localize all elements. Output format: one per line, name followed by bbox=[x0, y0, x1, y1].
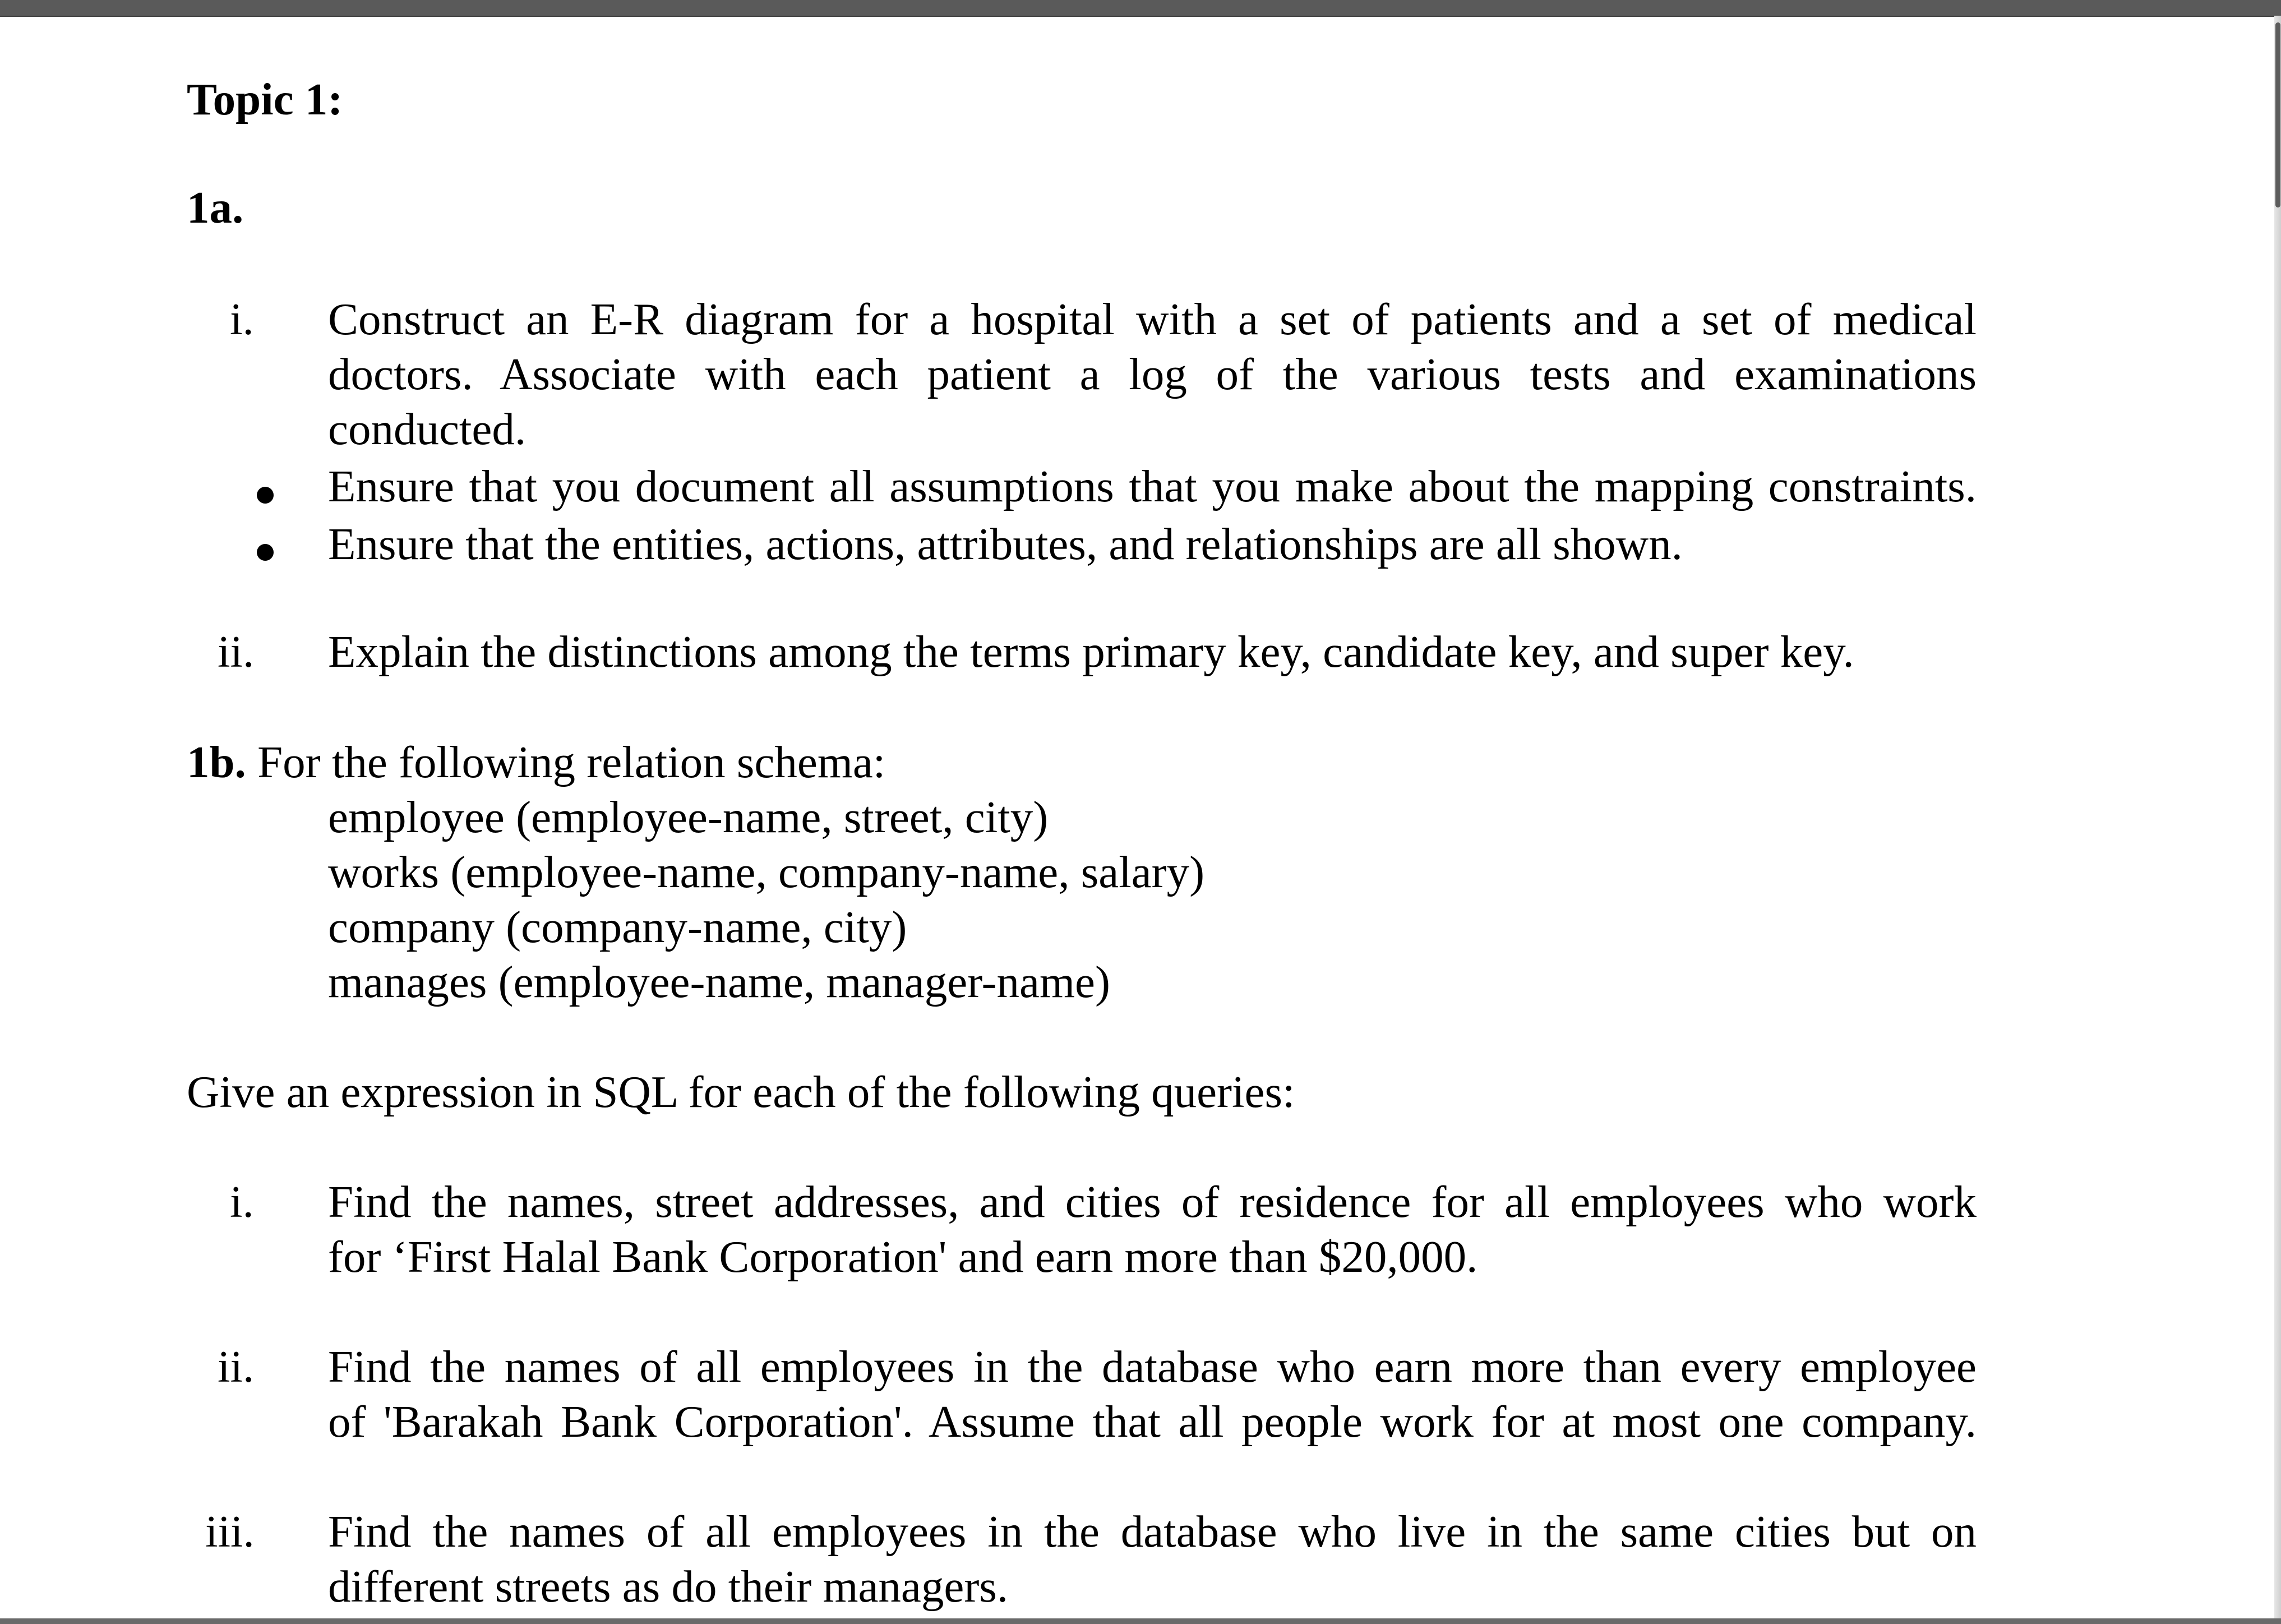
query-ii-line-1: Find the names of all employees in the database who earn more than every employee bbox=[328, 1341, 1977, 1392]
item-1a-ii-marker: ii. bbox=[218, 626, 255, 677]
query-ii-line-2: of 'Barakah Bank Corporation'. Assume that all people work for at most one company. bbox=[328, 1396, 1977, 1447]
section-1b-heading bbox=[187, 735, 885, 790]
topic-heading: Topic 1: bbox=[187, 74, 343, 124]
window-bottom-bar bbox=[0, 1618, 2281, 1624]
scrollbar-thumb[interactable] bbox=[2275, 22, 2280, 207]
item-1a-i-marker: i. bbox=[230, 294, 254, 344]
item-1a-i-line-2: doctors. Associate with each patient a log of the various tests and examinations bbox=[328, 349, 1977, 399]
item-1a-ii-line-1: Explain the distinctions among the terms primary key, candidate key, and super key. bbox=[328, 626, 1854, 677]
bullet-2: Ensure that the entities, actions, attributes, and relationships are all shown. bbox=[328, 519, 1683, 569]
section-1a-label: 1a. bbox=[187, 182, 244, 233]
bullet-dot-icon bbox=[257, 487, 274, 504]
section-1b-intro: For the following relation schema: bbox=[257, 737, 886, 787]
query-iii-line-1: Find the names of all employees in the database who live in the same cities but on bbox=[328, 1506, 1977, 1557]
document-page bbox=[0, 16, 2271, 1618]
query-i-marker: i. bbox=[230, 1177, 254, 1227]
item-1a-i-line-1: Construct an E-R diagram for a hospital with a set of patients and a set of medical bbox=[328, 294, 1977, 344]
schema-line: employee (employee-name, street, city) bbox=[328, 792, 1049, 842]
query-iii-line-2: different streets as do their managers. bbox=[328, 1561, 1009, 1612]
query-i-line-1: Find the names, street addresses, and cities of residence for all employees who work bbox=[328, 1177, 1977, 1227]
bullet-1: Ensure that you document all assumptions that you make about the mapping constraints. bbox=[328, 461, 1977, 511]
query-ii-marker: ii. bbox=[218, 1341, 255, 1392]
query-i-line-2: for ‘First Halal Bank Corporation' and earn more than $20,000. bbox=[328, 1231, 1478, 1282]
scrollbar-track[interactable] bbox=[2274, 16, 2281, 1618]
section-1b-label: 1b. bbox=[187, 737, 246, 787]
window-top-bar bbox=[0, 0, 2281, 17]
schema-line: manages (employee-name, manager-name) bbox=[328, 957, 1110, 1007]
schema-line: works (employee-name, company-name, salary) bbox=[328, 847, 1205, 897]
item-1a-i-line-3: conducted. bbox=[328, 404, 527, 454]
bullet-dot-icon bbox=[257, 544, 274, 561]
query-iii-marker: iii. bbox=[205, 1506, 255, 1557]
schema-line: company (company-name, city) bbox=[328, 902, 907, 952]
query-prompt: Give an expression in SQL for each of the following queries: bbox=[187, 1067, 1295, 1117]
